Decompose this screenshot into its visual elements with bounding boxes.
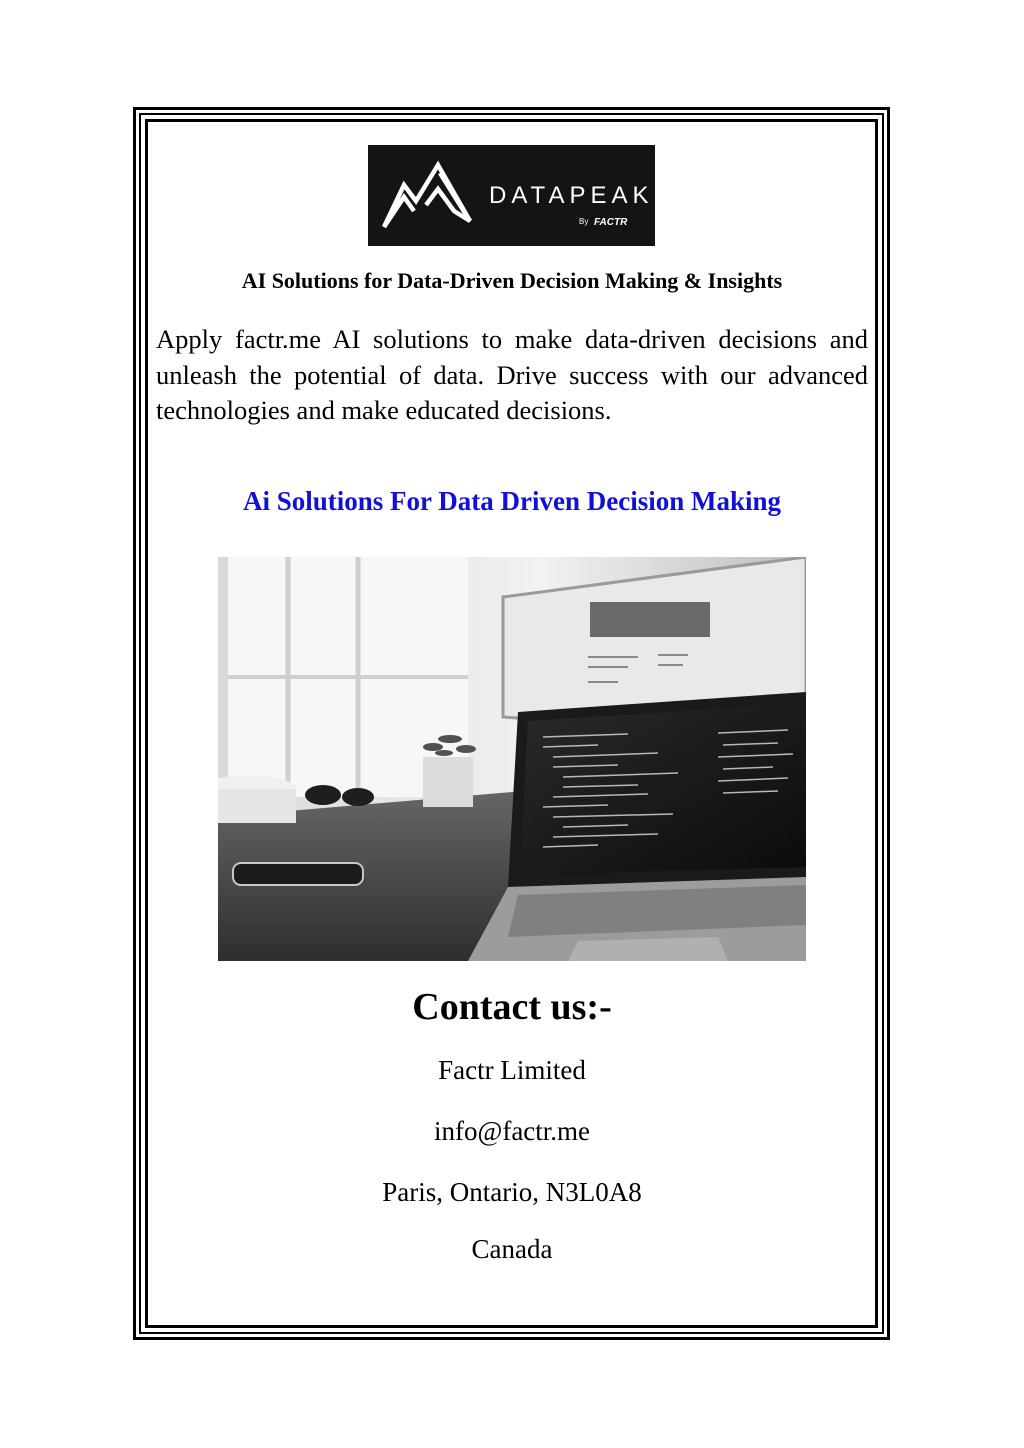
contact-company: Factr Limited (438, 1055, 586, 1085)
ai-solutions-link[interactable]: Ai Solutions For Data Driven Decision Making (242, 486, 782, 516)
contact-email: info@factr.me (433, 1116, 591, 1146)
logo-by-text: By (579, 217, 589, 226)
intro-paragraph: Apply factr.me AI solutions to make data-driven decisions and unleash the potential of data. Drive success with our advanced technologies and make educated decisions. (156, 324, 868, 425)
contact-address: Paris, Ontario, N3L0A8 (382, 1177, 642, 1207)
datapeak-logo (368, 145, 655, 246)
page-headline: AI Solutions for Data-Driven Decision Making & Insights (241, 268, 783, 293)
logo-maker-text: FACTR (594, 217, 628, 228)
workspace-photo (218, 557, 806, 961)
contact-heading: Contact us:- (412, 986, 612, 1028)
contact-country: Canada (471, 1234, 553, 1264)
mountain-peaks-icon (384, 165, 470, 227)
brand-wordmark: DATAPEAK (489, 182, 654, 209)
